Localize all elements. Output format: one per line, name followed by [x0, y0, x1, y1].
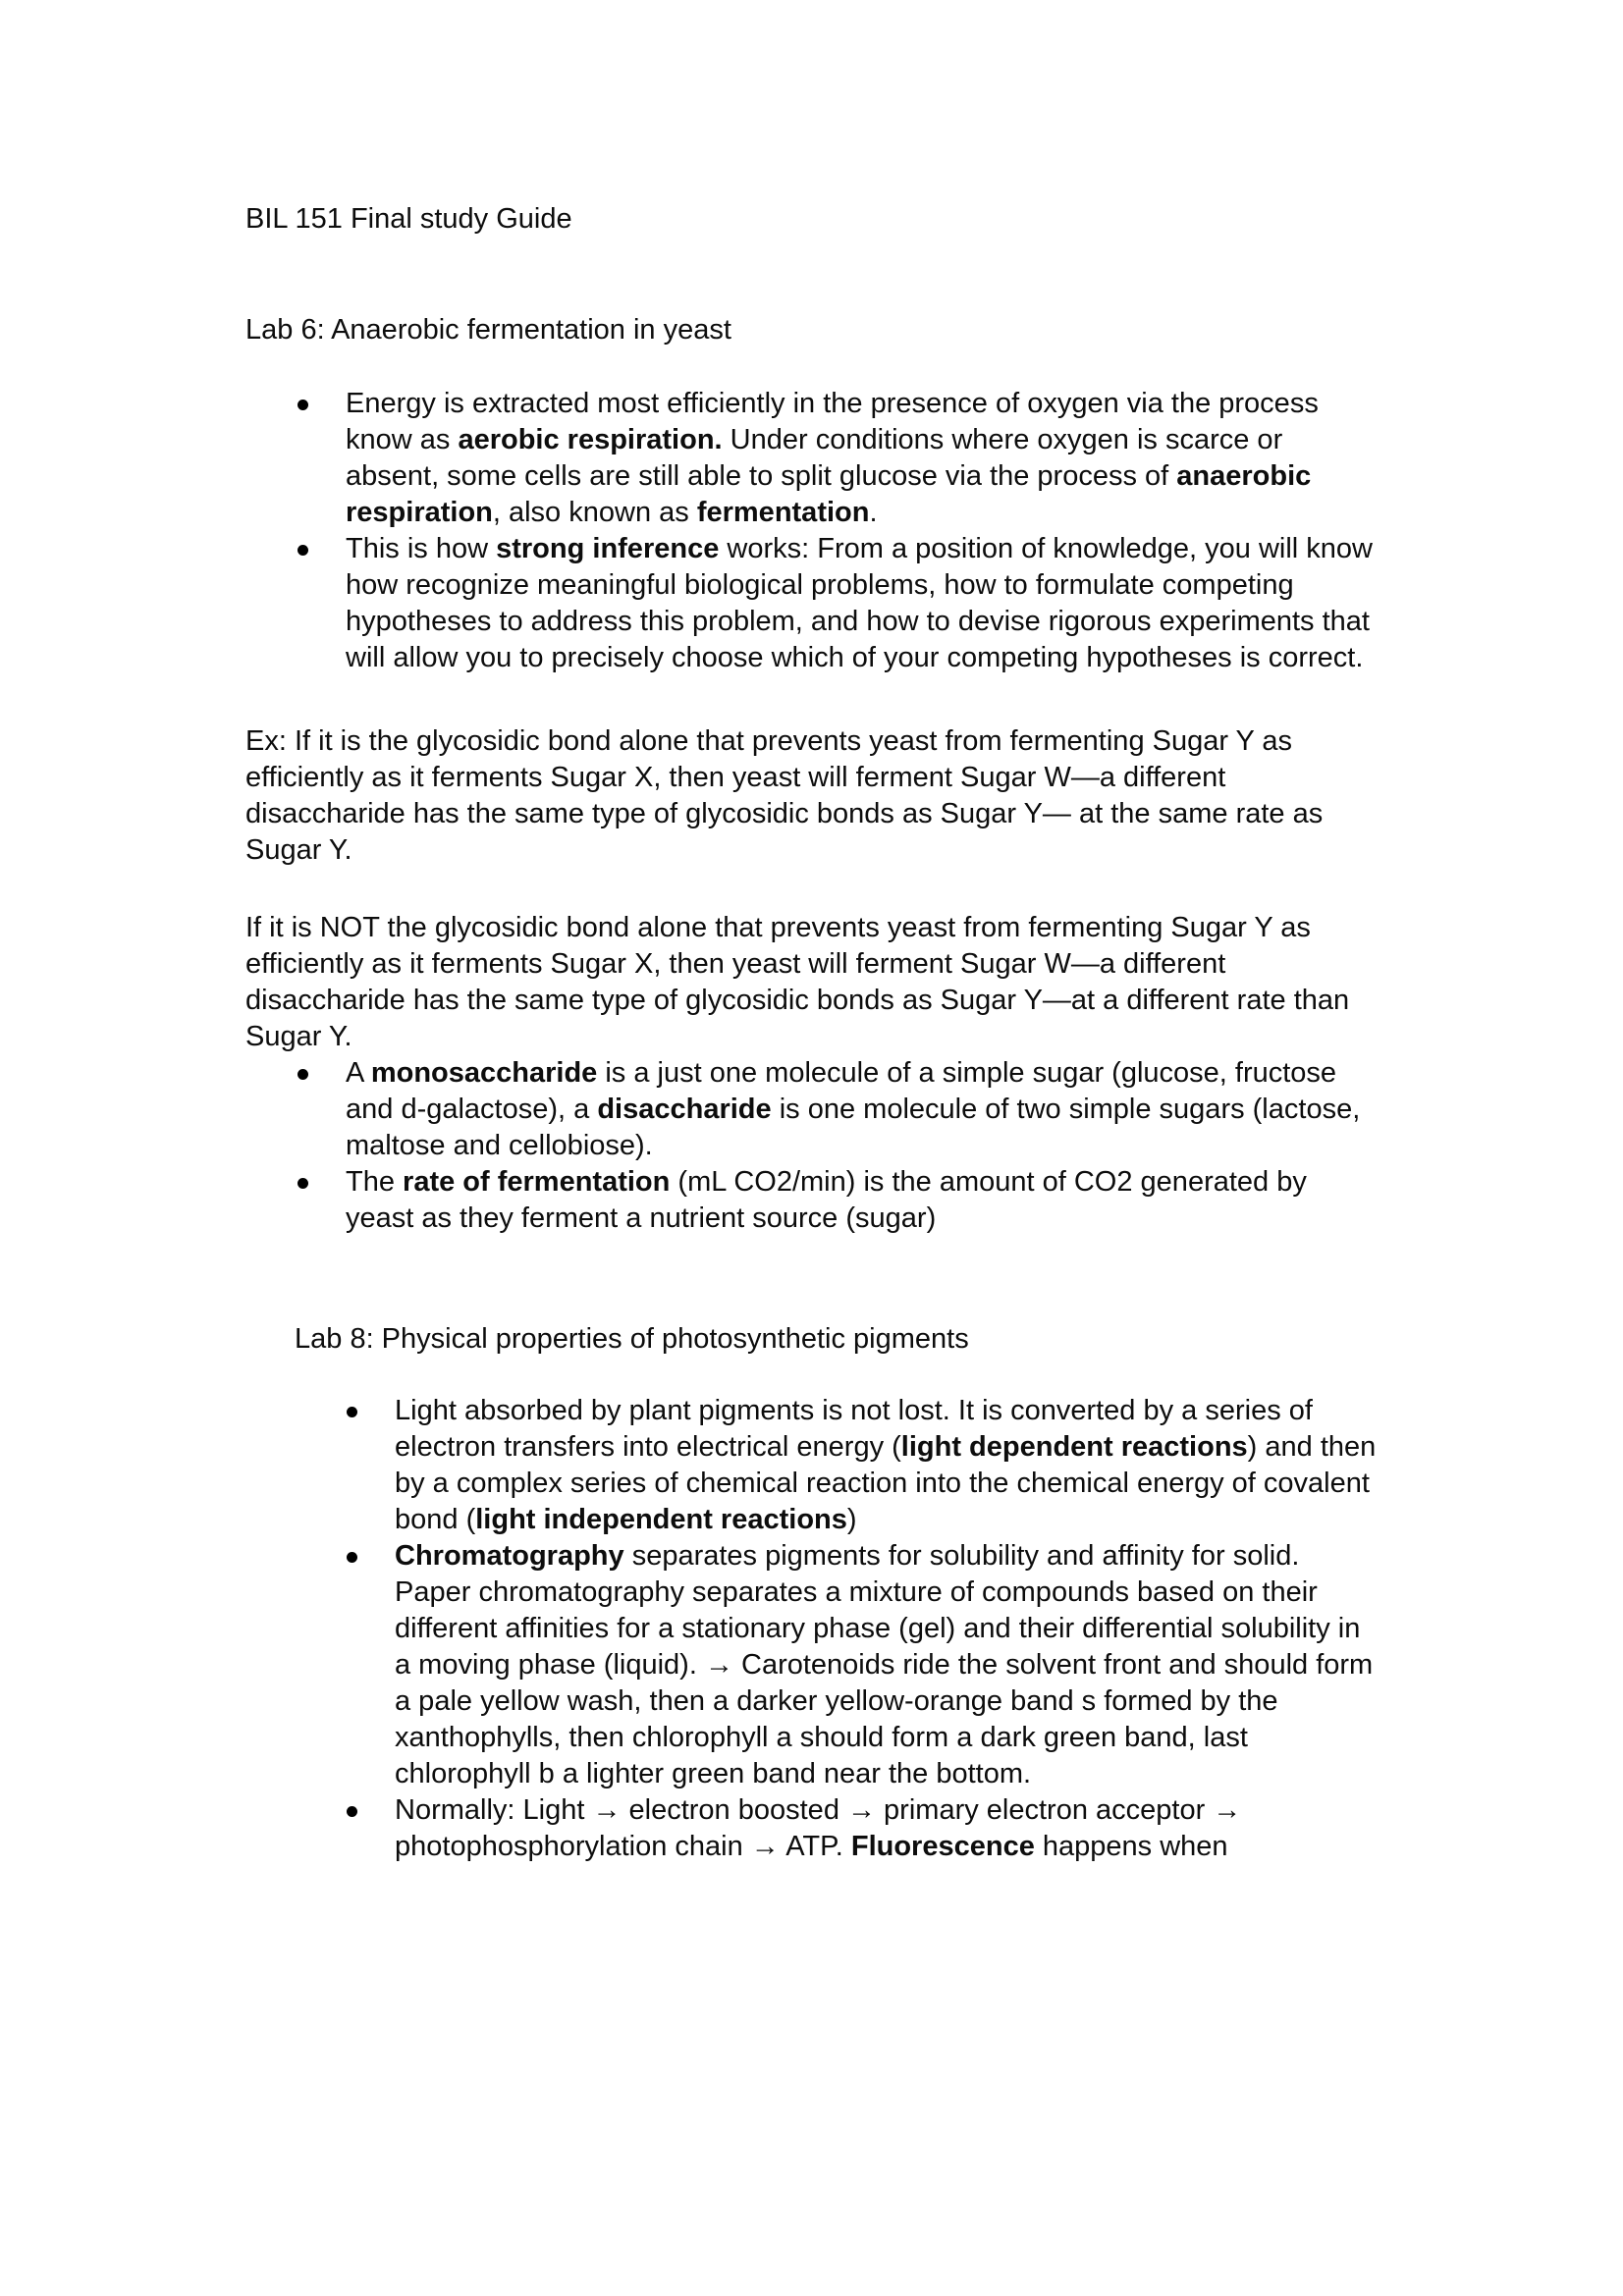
- bullet-icon: [347, 1806, 357, 1817]
- list-item: [295, 1792, 1380, 1865]
- bullet-icon: [347, 1407, 357, 1417]
- list-item-text: The rate of fermentation (mL CO2/min) is the amount of CO2 generated by yeast as they ferment a nutrient source (sugar): [346, 1166, 1307, 1234]
- list-item: [245, 531, 1380, 676]
- bullet-icon: [347, 1552, 357, 1563]
- bullet-icon: [298, 1178, 308, 1189]
- example-paragraph: If it is NOT the glycosidic bond alone that prevents yeast from fermenting Sugar Y as efficiently as it ferments Sugar X, then yeast will ferment Sugar W—a different disaccharide has the same type of glycosidic bonds as Sugar Y—at a different rate than Sugar Y.: [245, 912, 1350, 1052]
- list-item: [245, 386, 1380, 531]
- lab8-bullet-list: [295, 1393, 1380, 1865]
- bullet-icon: [298, 545, 308, 556]
- list-item: [295, 1393, 1380, 1538]
- example-paragraph: Ex: If it is the glycosidic bond alone that prevents yeast from fermenting Sugar Y as efficiently as it ferments Sugar X, then yeast will ferment Sugar W—a different disaccharide has the same type of glycosidic bonds as Sugar Y— at the same rate as Sugar Y.: [245, 725, 1324, 866]
- document-title: BIL 151 Final study Guide: [245, 203, 572, 235]
- bullet-icon: [298, 1069, 308, 1080]
- list-item-text: A monosaccharide is a just one molecule of a simple sugar (glucose, fructose and d-galactose), a disaccharide is one molecule of two simple sugars (lactose, maltose and cellobiose).: [346, 1057, 1361, 1161]
- list-item-text: Chromatography separates pigments for solubility and affinity for solid. Paper chromatography separates a mixture of compounds based on their different affinities for a stationary phase (gel) and their differential solubility in a moving phase (liquid). → Carotenoids ride the solvent front and should form a pale yellow wash, then a darker yellow-orange band s formed by the xanthophylls, then chlorophyll a should form a dark green band, last chlorophyll b a lighter green band near the bottom.: [395, 1540, 1374, 1789]
- lab8-section: [295, 1321, 1380, 1865]
- list-item-text: This is how strong inference works: From a position of knowledge, you will know how recognize meaningful biological problems, how to formulate competing hypotheses to address this problem, and how to devise rigorous experiments that will allow you to precisely choose which of your competing hypotheses is correct.: [346, 533, 1373, 673]
- list-item-text: Light absorbed by plant pigments is not lost. It is converted by a series of electron transfers into electrical energy (light dependent reactions) and then by a complex series of chemical reaction into the chemical energy of covalent bond (light independent reactions): [395, 1395, 1377, 1535]
- lab6-heading: Lab 6: Anaerobic fermentation in yeast: [245, 314, 731, 346]
- lab6-bullet-list: [245, 386, 1380, 676]
- bullet-icon: [298, 400, 308, 410]
- list-item: [295, 1538, 1380, 1792]
- list-item-text: Normally: Light → electron boosted → primary electron acceptor → photophosphorylation chain → ATP. Fluorescence happens when: [395, 1794, 1242, 1862]
- lab6-definitions-list: [245, 1055, 1380, 1237]
- lab8-heading: Lab 8: Physical properties of photosynthetic pigments: [295, 1323, 969, 1355]
- list-item-text: Energy is extracted most efficiently in the presence of oxygen via the process know as aerobic respiration. Under conditions where oxygen is scarce or absent, some cells are still able to split glucose via the process of anaerobic respiration, also known as fermentation.: [346, 388, 1319, 528]
- list-item: [245, 1164, 1380, 1237]
- list-item: [245, 1055, 1380, 1164]
